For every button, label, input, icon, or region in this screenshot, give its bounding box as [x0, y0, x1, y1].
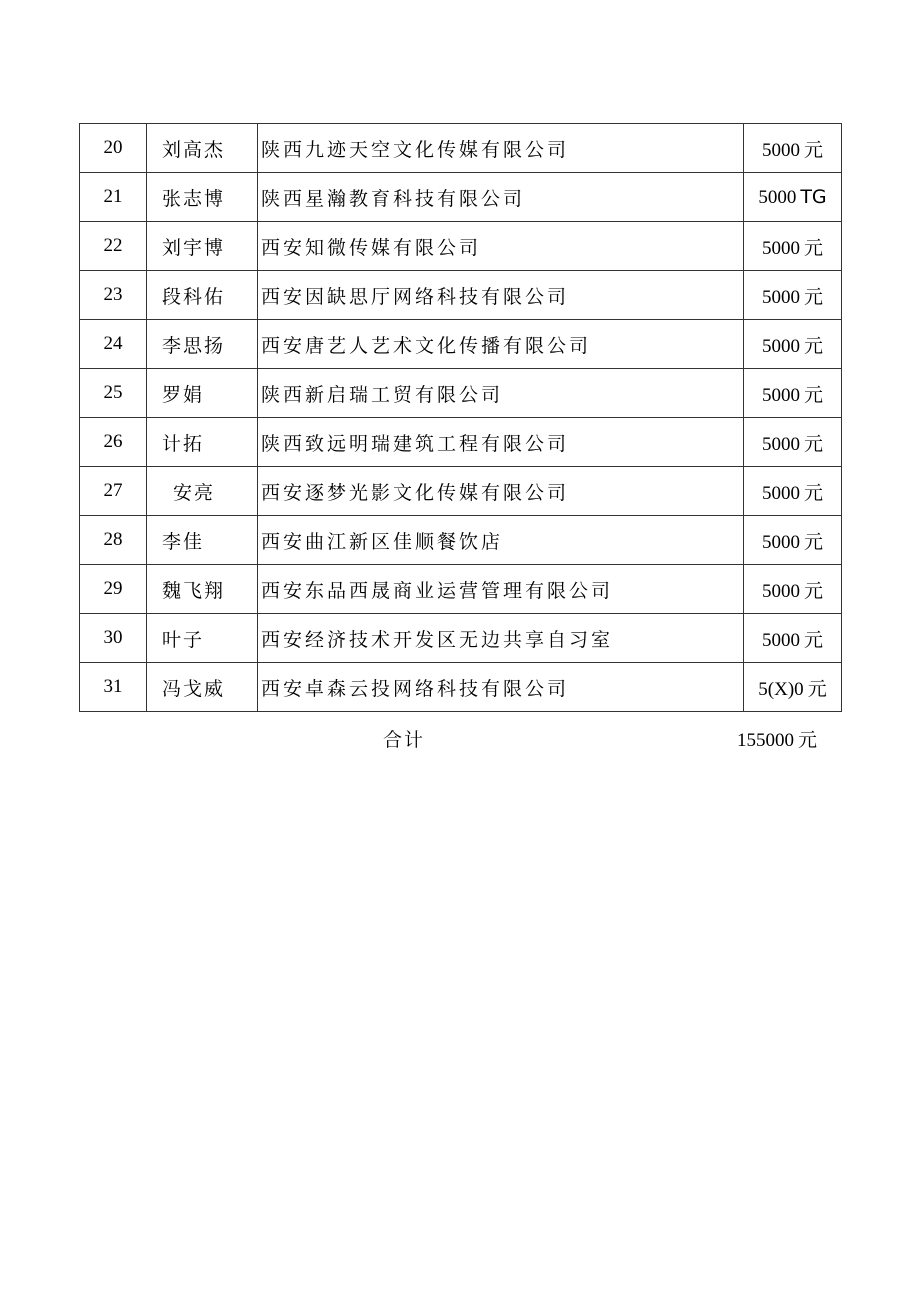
amount-value: 5000: [761, 580, 800, 602]
table-row: [80, 222, 842, 271]
total-amount-value: 155000: [737, 730, 794, 751]
company-name: 西安经济技术开发区无边共享自习室: [258, 614, 744, 663]
row-number: 28: [80, 516, 147, 565]
company-name: 陕西九迹天空文化传媒有限公司: [258, 124, 744, 173]
total-amount: [737, 725, 817, 752]
amount-unit: 元: [803, 628, 823, 651]
total-label: 合计: [383, 729, 426, 751]
table-row: [80, 516, 842, 565]
amount-value: 5000: [761, 237, 800, 259]
row-number: 21: [80, 173, 147, 222]
row-number: 27: [80, 467, 147, 516]
table-row: [80, 173, 842, 222]
amount-value: 5000: [761, 139, 800, 161]
row-number: 24: [80, 320, 147, 369]
amount-cell: [744, 173, 842, 222]
table-row: [80, 467, 842, 516]
amount-unit: 元: [803, 285, 823, 308]
row-number: 20: [80, 124, 147, 173]
amount-value: 5(X)0: [758, 678, 804, 700]
table-row: [80, 614, 842, 663]
amount-value: 5000: [761, 433, 800, 455]
table-row: [80, 320, 842, 369]
amount-cell: [744, 418, 842, 467]
company-name: 陕西新启瑞工贸有限公司: [258, 369, 744, 418]
amount-unit: 元: [803, 138, 823, 161]
row-number: 22: [80, 222, 147, 271]
company-name: 西安东品西晟商业运营管理有限公司: [258, 565, 744, 614]
company-name: 陕西星瀚教育科技有限公司: [258, 173, 744, 222]
person-name: 罗娟: [147, 369, 258, 418]
amount-unit: 元: [803, 236, 823, 259]
table-row: [80, 418, 842, 467]
row-number: 25: [80, 369, 147, 418]
amount-value: 5000: [761, 384, 800, 406]
row-number: 23: [80, 271, 147, 320]
amount-cell: [744, 271, 842, 320]
company-name: 西安知微传媒有限公司: [258, 222, 744, 271]
company-name: 西安唐艺人艺术文化传播有限公司: [258, 320, 744, 369]
table-row: [80, 663, 842, 712]
company-name: 西安因缺思厅网络科技有限公司: [258, 271, 744, 320]
amount-value: 5000: [758, 186, 797, 208]
recipient-table: [79, 123, 842, 712]
amount-unit: 元: [803, 579, 823, 602]
amount-unit: 元: [803, 432, 823, 455]
row-number: 31: [80, 663, 147, 712]
amount-value: 5000: [761, 286, 800, 308]
amount-cell: [744, 663, 842, 712]
amount-cell: [744, 565, 842, 614]
total-amount-unit: 元: [798, 729, 818, 751]
company-name: 西安卓森云投网络科技有限公司: [258, 663, 744, 712]
row-number: 29: [80, 565, 147, 614]
amount-cell: [744, 222, 842, 271]
table-row: [80, 369, 842, 418]
amount-cell: [744, 467, 842, 516]
amount-unit: 元: [803, 530, 823, 553]
amount-cell: [744, 369, 842, 418]
amount-unit: 元: [803, 334, 823, 357]
table-row: [80, 565, 842, 614]
company-name: 西安曲江新区佳顺餐饮店: [258, 516, 744, 565]
person-name: 段科佑: [147, 271, 258, 320]
person-name: 冯戈威: [147, 663, 258, 712]
person-name: 魏飞翔: [147, 565, 258, 614]
person-name: 李佳: [147, 516, 258, 565]
company-name: 陕西致远明瑞建筑工程有限公司: [258, 418, 744, 467]
person-name: 计拓: [147, 418, 258, 467]
amount-unit: 元: [803, 481, 823, 504]
person-name: 安亮: [147, 467, 258, 516]
amount-cell: [744, 124, 842, 173]
person-name: 李思扬: [147, 320, 258, 369]
amount-unit: 元: [803, 383, 823, 406]
amount-value: 5000: [761, 335, 800, 357]
company-name: 西安逐梦光影文化传媒有限公司: [258, 467, 744, 516]
table-row: [80, 271, 842, 320]
amount-cell: [744, 320, 842, 369]
person-name: 叶子: [147, 614, 258, 663]
amount-unit: 元: [807, 677, 827, 700]
amount-cell: [744, 614, 842, 663]
amount-unit: TG: [800, 185, 827, 208]
person-name: 刘高杰: [147, 124, 258, 173]
row-number: 30: [80, 614, 147, 663]
person-name: 张志博: [147, 173, 258, 222]
amount-value: 5000: [761, 629, 800, 651]
table-row: [80, 124, 842, 173]
amount-value: 5000: [761, 482, 800, 504]
person-name: 刘宇博: [147, 222, 258, 271]
row-number: 26: [80, 418, 147, 467]
amount-cell: [744, 516, 842, 565]
amount-value: 5000: [761, 531, 800, 553]
